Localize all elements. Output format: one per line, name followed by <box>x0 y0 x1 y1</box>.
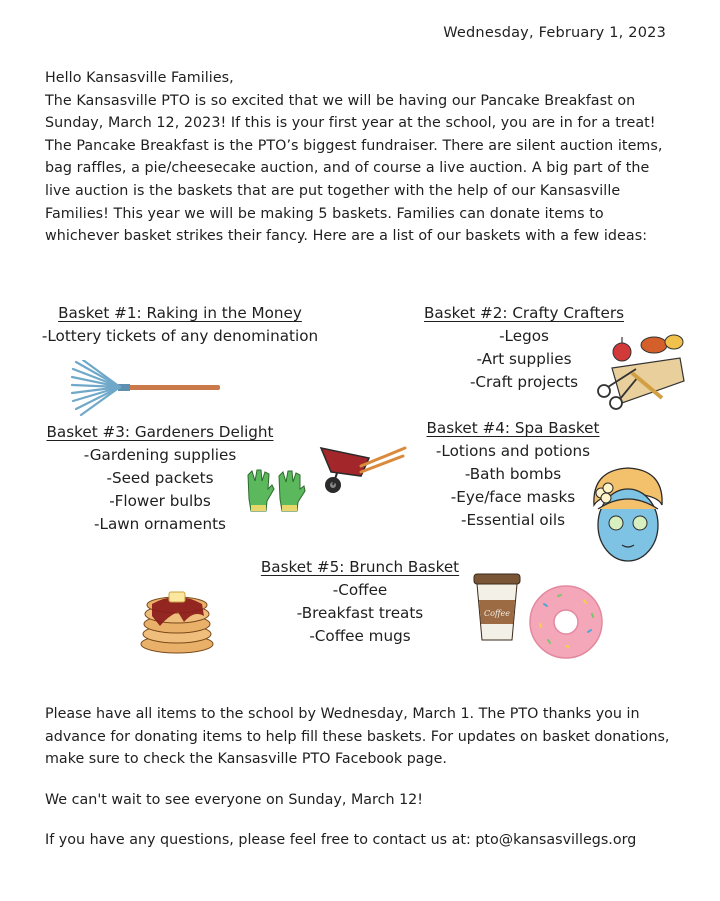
contact-text: If you have any questions, please feel free to contact us at: pto@kansasvillegs.org <box>45 832 637 848</box>
contact-paragraph <box>45 829 685 852</box>
basket-title: Basket #5: Brunch Basket <box>260 558 460 576</box>
gloves-icon <box>243 467 308 515</box>
basket-item: -Art supplies <box>476 350 572 368</box>
basket-item: -Essential oils <box>460 511 566 529</box>
basket-4 <box>413 417 613 532</box>
basket-item: -Gardening supplies <box>83 446 237 464</box>
basket-title: Basket #4: Spa Basket <box>426 419 600 437</box>
deadline-paragraph <box>45 703 685 771</box>
greeting: Hello Kansasville Families, <box>45 70 234 86</box>
basket-title: Basket #1: Raking in the Money <box>58 304 302 322</box>
basket-item: -Eye/face masks <box>450 488 576 506</box>
closing-text: We can't wait to see everyone on Sunday, March 12! <box>45 792 423 808</box>
basket-item: -Lottery tickets of any denomination <box>41 327 319 345</box>
deadline-text: Please have all items to the school by Wednesday, March 1. The PTO thanks you in advance for donating items to help fill these baskets. For updates on basket donations, make sure to check the Kansasville PTO Facebook page. <box>45 706 670 768</box>
basket-item: -Craft projects <box>469 373 579 391</box>
basket-item: -Coffee <box>332 581 388 599</box>
basket-title: Basket #3: Gardeners Delight <box>46 423 274 441</box>
spa-face-icon <box>588 465 668 565</box>
basket-1 <box>30 302 330 348</box>
rake-icon <box>70 360 225 418</box>
basket-item: -Legos <box>499 327 549 345</box>
intro-body: The Kansasville PTO is so excited that we will be having our Pancake Breakfast on Sunday, March 12, 2023! If this is your first year at the school, you are in for a treat! The Pancake Breakfast is the PTO’s biggest fundraiser. There are silent auction items, bag raffles, a pie/cheesecake auction, and of course a live auction. A big part of the live auction is the baskets that are put together with the help of our Kansasville Families! This year we will be making 5 baskets. Families can donate items to whichever basket strikes their fancy. Here are a list of our baskets with a few ideas: <box>45 92 663 245</box>
basket-item: -Seed packets <box>106 469 214 487</box>
basket-title: Basket #2: Crafty Crafters <box>423 304 625 322</box>
basket-item: -Lotions and potions <box>435 442 591 460</box>
basket-item: -Coffee mugs <box>309 627 411 645</box>
wheelbarrow-icon <box>317 440 409 495</box>
pancakes-icon <box>138 582 216 658</box>
closing-paragraph <box>45 789 685 812</box>
craft-supplies-icon <box>592 333 687 413</box>
intro <box>45 67 675 248</box>
cup-label: Coffee <box>483 609 511 618</box>
coffee-cup-icon <box>470 572 524 642</box>
basket-item: -Flower bulbs <box>109 492 211 510</box>
basket-5 <box>252 556 468 648</box>
date: Wednesday, February 1, 2023 <box>443 25 666 41</box>
basket-item: -Lawn ornaments <box>94 515 226 533</box>
basket-item: -Bath bombs <box>464 465 562 483</box>
donut-icon <box>528 584 604 660</box>
basket-item: -Breakfast treats <box>296 604 424 622</box>
